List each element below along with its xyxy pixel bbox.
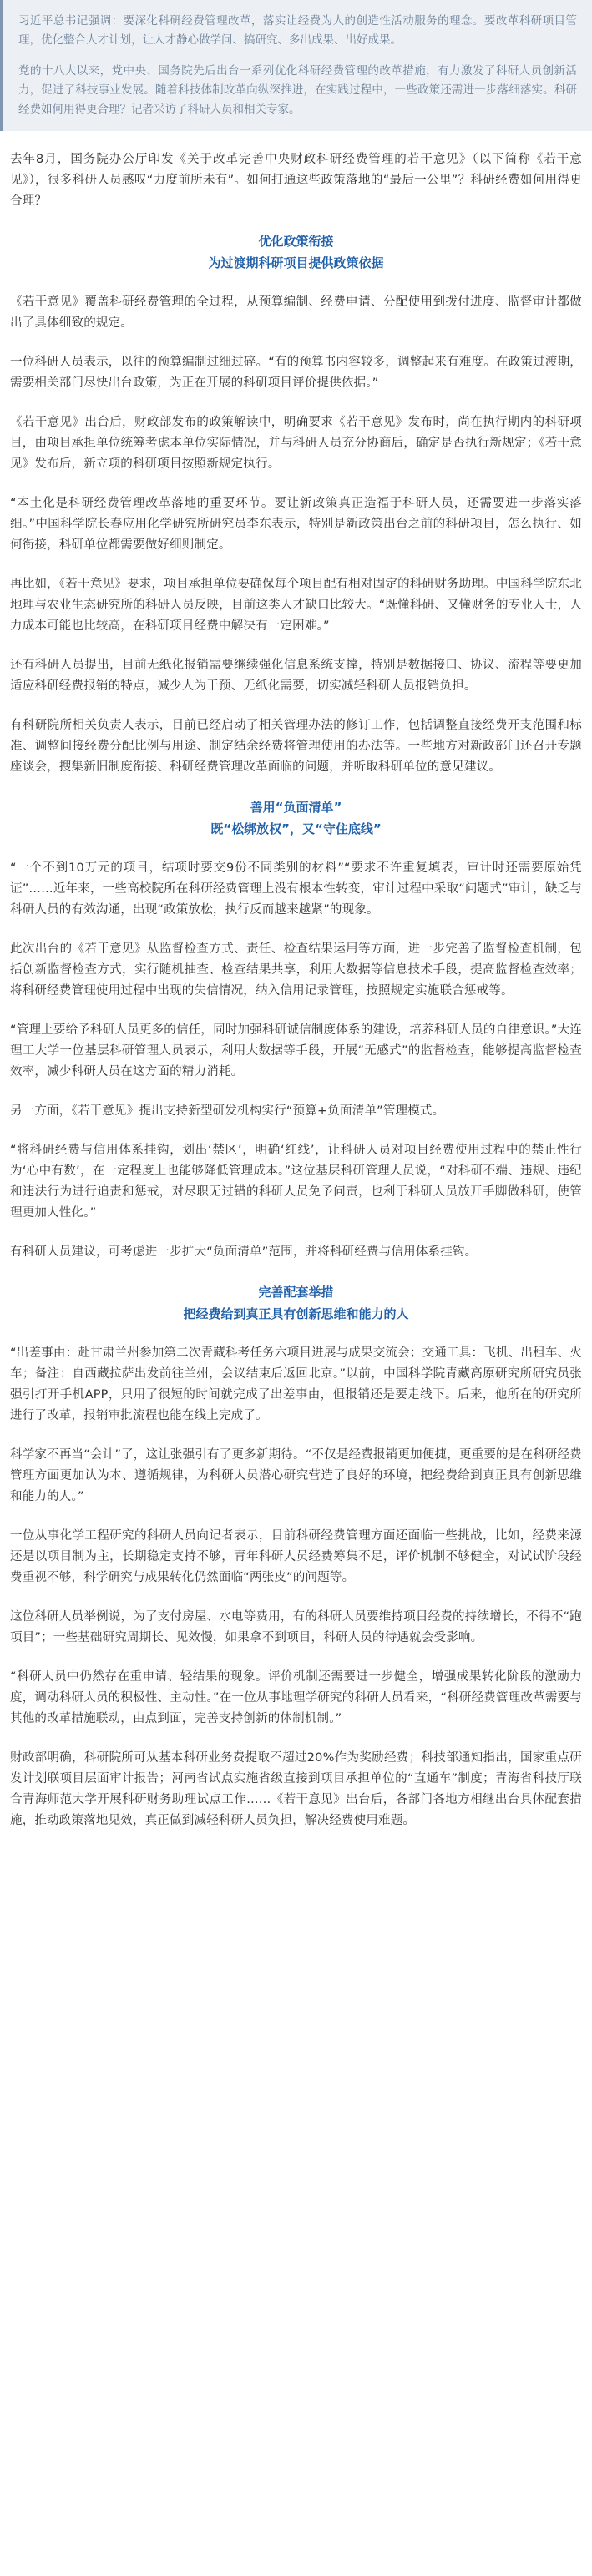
section-heading-line: 把经费给到真正具有创新思维和能力的人 (183, 1306, 409, 1321)
section-heading-line: 完善配套举措 (258, 1285, 334, 1300)
body-paragraph: 《若干意见》覆盖科研经费管理的全过程，从预算编制、经费申请、分配使用到拨付进度、监督审计都做出了具体细致的规定。 (10, 295, 582, 330)
body-paragraph: 科学家不再当“会计”了，这让张强引有了更多新期待。“不仅是经费报销更加便捷，更重要的是在科研经费管理方面更加认为本、遵循规律，为科研人员潜心研究营造了良好的环境，把经费给到真正具有创新思维和能力的人。” (10, 1448, 582, 1503)
body-paragraph: “一个不到10万元的项目，结项时要交9份不同类别的材料”“要求不许重复填表，审计时还需要原始凭证”……近年来，一些高校院所在科研经费管理上没有根本性转变，审计过程中采取“问题式”审计，缺乏与科研人员的有效沟通，出现“政策放松，执行反而越来越紧”的现象。 (10, 861, 582, 917)
body-paragraph: 再比如，《若干意见》要求，项目承担单位要确保每个项目配有相对固定的科研财务助理。中国科学院东北地理与农业生态研究所的科研人员反映，目前这类人才缺口比较大。“既懂科研、又懂财务的专业人士，人力成本可能也比较高，在科研项目经费中解决有一定困难。” (10, 578, 582, 633)
body-paragraph: 此次出台的《若干意见》从监督检查方式、责任、检查结果运用等方面，进一步完善了监督检查机制，包括创新监督检查方式，实行随机抽查、检查结果共享，利用大数据等信息技术手段，提高监督检查效率；将科研经费管理使用过程中出现的失信情况，纳入信用记录管理，按照规定实施联合惩戒等。 (10, 942, 582, 998)
body-paragraph: 财政部明确，科研院所可从基本科研业务费提取不超过20%作为奖励经费；科技部通知指出，国家重点研发计划联项目层面审计报告；河南省试点实施省级直接到项目承担单位的“直通车”制度；青海省科技厅联合青海师范大学开展科研财务助理试点工作……《若干意见》出台后，各部门各地方相继出台具体配套措施，推动政策落地见效，真正做到减轻科研人员负担，解决经费使用难题。 (10, 1751, 582, 1827)
body-paragraph: “出差事由：赴甘肃兰州参加第二次青藏科考任务六项目进展与成果交流会；交通工具：飞机、出租车、火车；备注：自西藏拉萨出发前往兰州，会议结束后返回北京。”以前，中国科学院青藏高原研究所研究员张强引打开手机APP，只用了很短的时间就完成了出差事由，但报销还是要走线下。后来，他所在的研究所进行了改革，报销审批流程也能在线上完成了。 (10, 1346, 582, 1422)
editor-intro-box (0, 0, 592, 131)
body-paragraph: “管理上要给予科研人员更多的信任，同时加强科研诚信制度体系的建设，培养科研人员的自律意识。”大连理工大学一位基层科研管理人员表示，利用大数据等手段，开展“无感式”的监督检查，能够提高监督检查效率，减少科研人员在这方面的精力消耗。 (10, 1023, 582, 1078)
body-paragraph: 一位科研人员表示，以往的预算编制过细过碎。“有的预算书内容较多，调整起来有难度。在政策过渡期，需要相关部门尽快出台政策，为正在开展的科研项目评价提供依据。” (10, 356, 582, 390)
body-paragraph: “将科研经费与信用体系挂钩，划出‘禁区’，明确‘红线’，让科研人员对项目经费使用过程中的禁止性行为‘心中有数’，在一定程度上也能够降低管理成本。”这位基层科研管理人员说，“对科研不端、违规、违纪和违法行为进行追责和惩戒，对尽职无过错的科研人员免予问责，也利于科研人员放开手脚做科研，使管理更加人性化。” (10, 1144, 582, 1220)
body-paragraph: 另一方面，《若干意见》提出支持新型研发机构实行“预算+负面清单”管理模式。 (10, 1104, 445, 1118)
section-heading-negative-list (10, 796, 582, 840)
article-body (0, 149, 592, 1831)
body-paragraph: 有科研人员建议，可考虑进一步扩大“负面清单”范围，并将科研经费与信用体系挂钩。 (10, 1245, 478, 1259)
section-heading-line: 优化政策衔接 (258, 234, 334, 249)
body-paragraph: 有科研院所相关负责人表示，目前已经启动了相关管理办法的修订工作，包括调整直接经费开支范围和标准、调整间接经费分配比例与用途、制定结余经费将管理使用的办法等。一些地方对新政部门还召开专题座谈会，搜集新旧制度衔接、科研经费管理改革面临的问题，并听取科研单位的意见建议。 (10, 719, 582, 774)
body-paragraph: “科研人员中仍然存在重申请、轻结果的现象。评价机制还需要进一步健全，增强成果转化阶段的激励力度，调动科研人员的积极性、主动性。”在一位从事地理学研究的科研人员看来，“科研经费管理改革需要与其他的改革措施联动，由点到面，完善支持创新的体制机制。” (10, 1670, 582, 1725)
section-heading-line: 既“松绑放权”，又“守住底线” (210, 821, 382, 836)
body-paragraph: “本土化是科研经费管理改革落地的重要环节。要让新政策真正造福于科研人员，还需要进一步落实落细。”中国科学院长春应用化学研究所研究员李东表示，特别是新政策出台之前的科研项目，怎么执行、如何衔接，科研单位都需要做好细则制定。 (10, 497, 582, 552)
lead-paragraph: 去年8月，国务院办公厅印发《关于改革完善中央财政科研经费管理的若干意见》（以下简称《若干意见》），很多科研人员感叹“力度前所未有”。如何打通这些政策落地的“最后一公里”？科研经费如何用得更合理？ (10, 153, 582, 208)
body-paragraph: 这位科研人员举例说，为了支付房屋、水电等费用，有的科研人员要维持项目经费的持续增长，不得不“跑项目”；一些基础研究周期长、见效慢，如果拿不到项目，科研人员的待遇就会受影响。 (10, 1610, 582, 1644)
intro-paragraph: 党的十八大以来，党中央、国务院先后出台一系列优化科研经费管理的改革措施，有力激发了科研人员创新活力，促进了科技事业发展。随着科技体制改革向纵深推进，在实践过程中，一些政策还需进一步落细落实。科研经费如何用得更合理？记者采访了科研人员和相关专家。 (18, 64, 577, 116)
intro-paragraph: 习近平总书记强调：要深化科研经费管理改革，落实让经费为人的创造性活动服务的理念。要改革科研项目管理，优化整合人才计划，让人才静心做学问、搞研究、多出成果、出好成果。 (18, 14, 577, 47)
body-paragraph: 一位从事化学工程研究的科研人员向记者表示，目前科研经费管理方面还面临一些挑战，比如，经费来源还是以项目制为主，长期稳定支持不够，青年科研人员经费筹集不足，评价机制不够健全，对试试阶段经费重视不够，科学研究与成果转化仍然面临“两张皮”的问题等。 (10, 1529, 582, 1584)
section-heading-line: 善用“负面清单” (250, 800, 342, 815)
section-heading-policy (10, 230, 582, 274)
section-heading-line: 为过渡期科研项目提供政策依据 (208, 255, 384, 270)
section-heading-supporting-measures (10, 1281, 582, 1325)
body-paragraph: 《若干意见》出台后，财政部发布的政策解读中，明确要求《若干意见》发布时，尚在执行期内的科研项目，由项目承担单位统筹考虑本单位实际情况，并与科研人员充分协商后，确定是否执行新规定；《若干意见》发布后，新立项的科研项目按照新规定执行。 (10, 416, 582, 471)
body-paragraph: 还有科研人员提出，目前无纸化报销需要继续强化信息系统支撑，特别是数据接口、协议、流程等要更加适应科研经费报销的特点，减少人为干预、无纸化需要，切实减轻科研人员报销负担。 (10, 659, 582, 693)
